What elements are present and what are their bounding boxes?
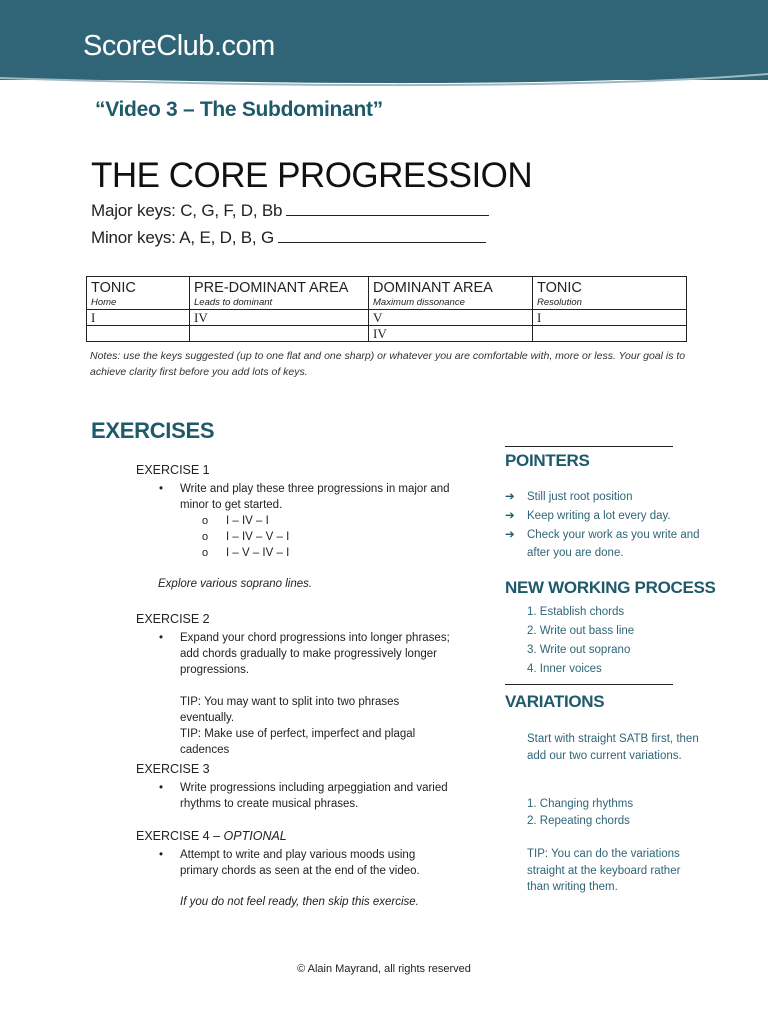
exercise-2 [136, 612, 456, 758]
list-item: ➔ Keep writing a lot every day. [505, 507, 705, 525]
pointers-heading: POINTERS [505, 451, 590, 470]
arrow-right-icon: ➔ [505, 491, 515, 503]
table-header-cell: TONIC Resolution [533, 277, 687, 310]
copyright-footer: © Alain Mayrand, all rights reserved [297, 963, 471, 975]
working-process-heading: NEW WORKING PROCESS [505, 578, 716, 597]
table-cell[interactable]: V [369, 310, 533, 326]
video-title: “Video 3 – The Subdominant” [95, 98, 383, 121]
variations-heading: VARIATIONS [505, 692, 605, 711]
list-item: o I – IV – V – I [202, 531, 290, 543]
list-item: ➔ Check your work as you write and after you are done. [505, 526, 705, 562]
exercise-title: EXERCISE 2 [136, 612, 210, 626]
process-list [527, 603, 707, 679]
table-cell[interactable]: IV [369, 326, 533, 342]
bullet-icon: • [159, 849, 164, 861]
exercise-title: EXERCISE 3 [136, 762, 210, 776]
table-cell[interactable] [533, 326, 687, 342]
table-row [87, 310, 687, 326]
exercise-title: EXERCISE 1 [136, 463, 210, 477]
table-header-cell: DOMINANT AREA Maximum dissonance [369, 277, 533, 310]
list-item: • Write progressions including arpeggiation and varied rhythms to create musical phrases. [159, 782, 448, 810]
table-header-cell: TONIC Home [87, 277, 190, 310]
optional-label: OPTIONAL [223, 829, 287, 843]
site-logo[interactable]: ScoreClub.com [83, 30, 275, 62]
list-item: • Attempt to write and play various moods using primary chords as seen at the end of the video. [159, 849, 420, 877]
header-wave [0, 64, 768, 90]
list-item: 3. Write out soprano [527, 644, 631, 656]
arrow-right-icon: ➔ [505, 510, 515, 522]
notes-paragraph: Notes: use the keys suggested (up to one flat and one sharp) or whatever you are comfortable with, more or less. Your goal is to achieve clarity first before you add lots of keys. [90, 350, 686, 378]
circle-bullet-icon: o [202, 515, 209, 527]
divider [505, 684, 673, 685]
exercise-1 [136, 463, 456, 590]
table-cell[interactable] [190, 326, 369, 342]
variations-intro: Start with straight SATB first, then add our two current variations. [527, 733, 699, 762]
list-item: o I – IV – I [202, 515, 269, 527]
bullet-icon: • [159, 782, 164, 794]
exercise-note: If you do not feel ready, then skip this exercise. [180, 896, 419, 908]
list-item: o I – V – IV – I [202, 547, 290, 559]
circle-bullet-icon: o [202, 531, 209, 543]
bullet-icon: • [159, 632, 164, 644]
list-item: 2. Write out bass line [527, 625, 635, 637]
table-cell[interactable]: IV [190, 310, 369, 326]
exercise-3 [136, 762, 456, 812]
list-item: 1. Establish chords [527, 606, 625, 618]
progression-table [86, 276, 687, 342]
exercises-heading: EXERCISES [91, 418, 215, 443]
table-row [87, 326, 687, 342]
exercise-4 [136, 829, 456, 908]
core-progression-title: THE CORE PROGRESSION [91, 156, 533, 195]
major-keys-line: Major keys: C, G, F, D, Bb [91, 201, 489, 221]
table-cell[interactable] [87, 326, 190, 342]
table-cell[interactable]: I [87, 310, 190, 326]
variations-list [527, 796, 707, 829]
minor-keys-blank[interactable] [278, 241, 486, 243]
major-keys-blank[interactable] [286, 214, 489, 216]
exercise-note: Explore various soprano lines. [158, 578, 313, 590]
table-cell[interactable]: I [533, 310, 687, 326]
list-item: 2. Repeating chords [527, 814, 630, 827]
exercise-title: EXERCISE 4 – OPTIONAL [136, 829, 287, 843]
list-item: • Write and play these three progressions in major and minor to get started. [159, 483, 450, 511]
circle-bullet-icon: o [202, 547, 209, 559]
exercise-tip: TIP: Make use of perfect, imperfect and plagal cadences [180, 728, 416, 756]
list-item: 4. Inner voices [527, 663, 602, 675]
divider [505, 446, 673, 447]
list-item: • Expand your chord progressions into longer phrases; add chords gradually to make progressively longer progressions. [159, 632, 450, 676]
variations-tip: TIP: You can do the variations straight at the keyboard rather than writing them. [527, 848, 681, 893]
exercise-tip: TIP: You may want to split into two phrases eventually. [180, 696, 400, 724]
list-item: ➔ Still just root position [505, 488, 705, 506]
arrow-right-icon: ➔ [505, 529, 515, 541]
list-item: 1. Changing rhythms [527, 798, 634, 810]
table-header-row [87, 277, 687, 310]
bullet-icon: • [159, 483, 164, 495]
minor-keys-line: Minor keys: A, E, D, B, G [91, 228, 486, 248]
table-header-cell: PRE-DOMINANT AREA Leads to dominant [190, 277, 369, 310]
